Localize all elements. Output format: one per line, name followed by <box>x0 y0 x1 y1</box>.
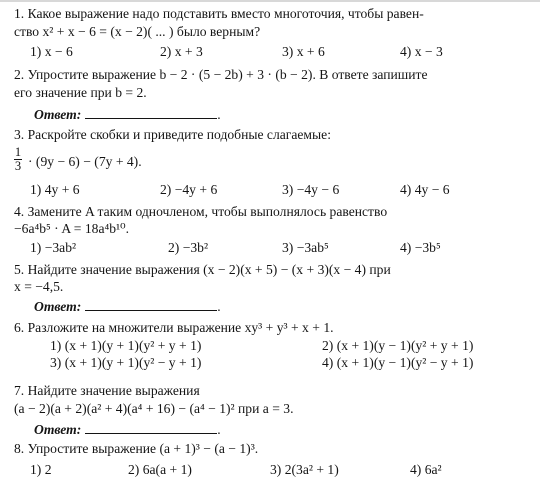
q4-text-line1: 4. Замените A таким одночленом, чтобы выполнялось равенство <box>14 204 388 219</box>
q7-text-line1: 7. Найдите значение выражения <box>14 383 200 398</box>
q6-option-3: 3) (x + 1)(y + 1)(y² − y + 1) <box>50 355 202 370</box>
q2-answer-blank <box>85 106 217 119</box>
q5-answer-blank <box>85 298 217 311</box>
q3-text-line1: 3. Раскройте скобки и приведите подобные слагаемые: <box>14 127 331 142</box>
q2-answer-label: Ответ: <box>34 107 82 122</box>
q5-text-line2: x = −4,5. <box>14 279 64 294</box>
q3-option-1: 1) 4y + 6 <box>30 182 80 197</box>
q4-option-3: 3) −3ab⁵ <box>282 240 329 255</box>
q4-option-1: 1) −3ab² <box>30 240 77 255</box>
q2-text-line1: 2. Упростите выражение b − 2 · (5 − 2b) + 3 · (b − 2). В ответе запишите <box>14 67 428 82</box>
q3-expression: · (9y − 6) − (7y + 4). <box>28 154 142 169</box>
q7-answer-blank <box>85 421 217 434</box>
q1-option-1: 1) x − 6 <box>30 44 73 59</box>
q7-answer-label: Ответ: <box>34 422 82 437</box>
q6-option-2: 2) (x + 1)(y − 1)(y² + y + 1) <box>322 338 474 353</box>
q5-answer-row: Ответ: . <box>34 299 221 314</box>
q1-text-line1: 1. Какое выражение надо подставить вместо многоточия, чтобы равен- <box>14 6 424 21</box>
q8-text-line1: 8. Упростите выражение (a + 1)³ − (a − 1)³. <box>14 441 259 456</box>
top-edge-divider <box>0 0 540 2</box>
q4-option-2: 2) −3b² <box>168 240 209 255</box>
q2-text-line2: его значение при b = 2. <box>14 85 147 100</box>
q2-answer-row: Ответ: . <box>34 107 221 122</box>
q8-option-3: 3) 2(3a² + 1) <box>270 462 339 477</box>
q7-answer-row: Ответ: . <box>34 422 221 437</box>
q1-option-4: 4) x − 3 <box>400 44 443 59</box>
q8-option-1: 1) 2 <box>30 462 52 477</box>
q3-fraction-denominator: 3 <box>14 159 22 173</box>
q1-option-2: 2) x + 3 <box>160 44 203 59</box>
q5-text-line1: 5. Найдите значение выражения (x − 2)(x + 5) − (x + 3)(x − 4) при <box>14 262 391 277</box>
q5-answer-label: Ответ: <box>34 299 82 314</box>
q3-option-3: 3) −4y − 6 <box>282 182 340 197</box>
q6-text-line1: 6. Разложите на множители выражение xy³ + y³ + x + 1. <box>14 320 334 335</box>
q1-text-line2: ство x² + x − 6 = (x − 2)( ... ) было верным? <box>14 24 261 39</box>
q1-option-3: 3) x + 6 <box>282 44 325 59</box>
q6-option-4: 4) (x + 1)(y − 1)(y² − y + 1) <box>322 355 474 370</box>
q4-option-4: 4) −3b⁵ <box>400 240 441 255</box>
q8-option-2: 2) 6a(a + 1) <box>128 462 192 477</box>
q3-option-2: 2) −4y + 6 <box>160 182 218 197</box>
q4-text-line2: −6a⁴b⁵ · A = 18a⁴b¹⁰. <box>14 221 129 236</box>
q3-option-4: 4) 4y − 6 <box>400 182 450 197</box>
q8-option-4: 4) 6a² <box>410 462 442 477</box>
q7-text-line2: (a − 2)(a + 2)(a² + 4)(a⁴ + 16) − (a⁴ − 1)² при a = 3. <box>14 401 294 416</box>
q3-fraction <box>14 146 22 173</box>
q6-option-1: 1) (x + 1)(y + 1)(y² + y + 1) <box>50 338 202 353</box>
q3-fraction-numerator: 1 <box>14 145 22 159</box>
